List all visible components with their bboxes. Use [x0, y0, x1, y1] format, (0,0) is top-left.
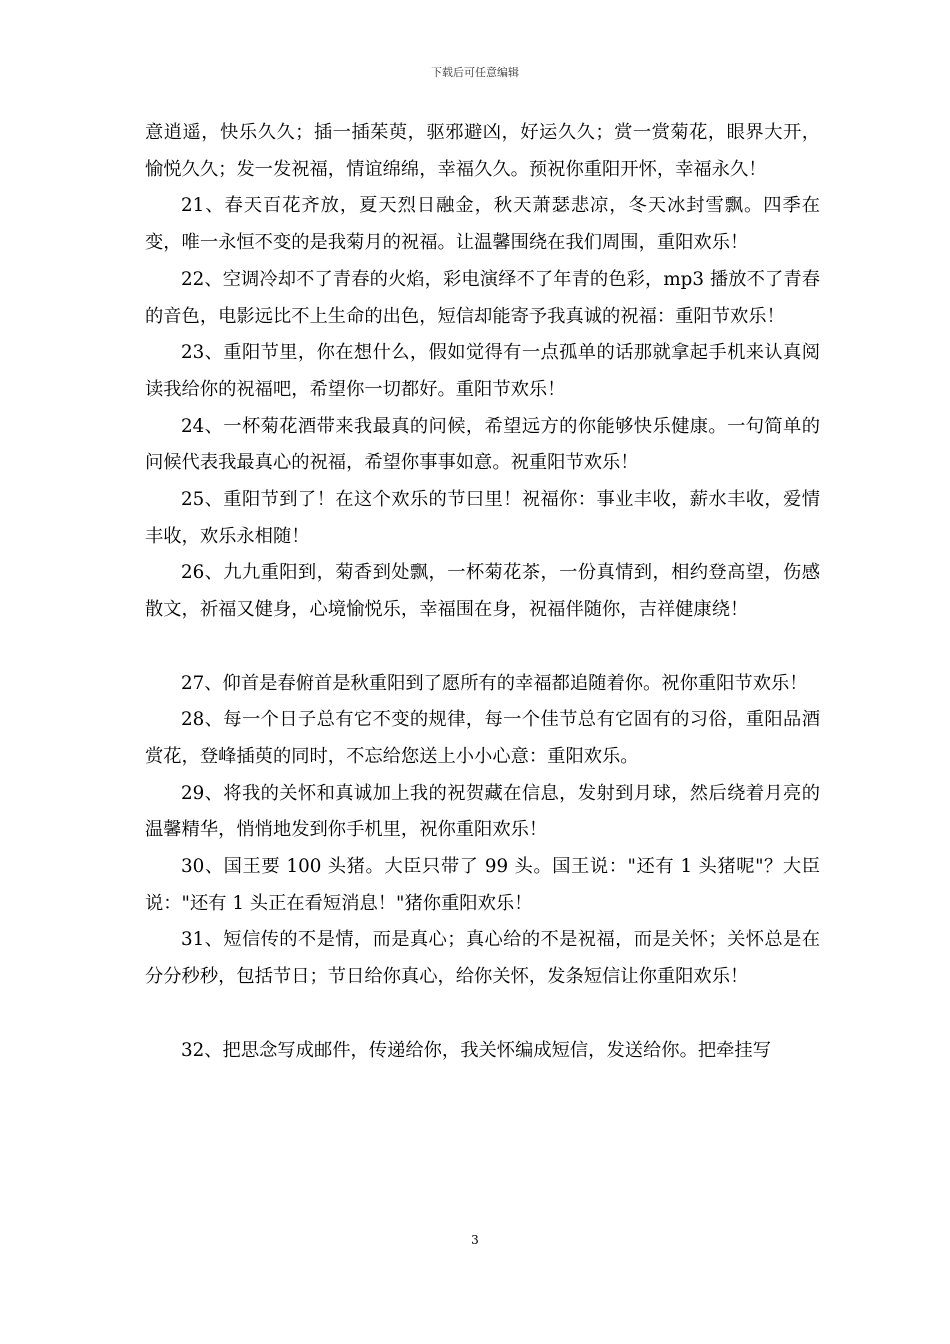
paragraph-28: 28、每一个日子总有它不变的规律，每一个佳节总有它固有的习俗，重阳品酒赏花，登峰插萸的同时，不忘给您送上小小心意：重阳欢乐。	[145, 709, 820, 767]
paragraph-30: 30、国王要 100 头猪。大臣只带了 99 头。国王说："还有 1 头猪呢"？大臣说："还有 1 头正在看短消息！"猪你重阳欢乐！	[145, 856, 820, 914]
paragraph-31: 31、短信传的不是情，而是真心；真心给的不是祝福，而是关怀；关怀总是在分分秒秒，包括节日；节日给你真心，给你关怀，发条短信让你重阳欢乐！	[145, 929, 820, 988]
page-header-note: 下载后可任意编辑	[431, 66, 519, 79]
paragraph-21: 21、春天百花齐放，夏天烈日融金，秋天萧瑟悲凉，冬天冰封雪飘。四季在变，唯一永恒不变的是我菊月的祝福。让温馨围绕在我们周围，重阳欢乐！	[145, 195, 820, 254]
paragraph-25: 25、重阳节到了！在这个欢乐的节曰里！祝福你：事业丰收，薪水丰收，爱情丰收，欢乐永相随！	[145, 489, 820, 547]
blank-line	[145, 629, 820, 666]
document-body	[145, 115, 820, 1069]
paragraph-continuation: 意逍遥，快乐久久；插一插茱萸，驱邪避凶，好运久久；赏一赏菊花，眼界大开，愉悦久久；发一发祝福，情谊绵绵，幸福久久。预祝你重阳开怀，幸福永久！	[145, 122, 820, 180]
paragraph-22: 22、空调冷却不了青春的火焰，彩电演绎不了年青的色彩，mp3 播放不了青春的音色，电影远比不上生命的出色，短信却能寄予我真诚的祝福：重阳节欢乐！	[145, 268, 820, 327]
paragraph-24: 24、一杯菊花酒带来我最真的问候，希望远方的你能够快乐健康。一句简单的问候代表我最真心的祝福，希望你事事如意。祝重阳节欢乐！	[145, 415, 820, 474]
page-number: 3	[471, 1233, 479, 1247]
paragraph-23: 23、重阳节里，你在想什么，假如觉得有一点孤单的话那就拿起手机来认真阅读我给你的祝福吧，希望你一切都好。重阳节欢乐！	[145, 342, 820, 400]
paragraph-26: 26、九九重阳到，菊香到处飘，一杯菊花茶，一份真情到，相约登高望，伤感散文，祈福又健身，心境愉悦乐，幸福围在身，祝福伴随你，吉祥健康绕！	[145, 562, 820, 621]
blank-line	[145, 996, 820, 1033]
paragraph-32: 32、把思念写成邮件，传递给你，我关怀编成短信，发送给你。把牵挂写	[181, 1039, 771, 1061]
paragraph-29: 29、将我的关怀和真诚加上我的祝贺藏在信息，发射到月球，然后绕着月亮的温馨精华，悄悄地发到你手机里，祝你重阳欢乐！	[145, 782, 820, 841]
paragraph-27: 27、仰首是春俯首是秋重阳到了愿所有的幸福都追随着你。祝你重阳节欢乐！	[181, 672, 808, 694]
